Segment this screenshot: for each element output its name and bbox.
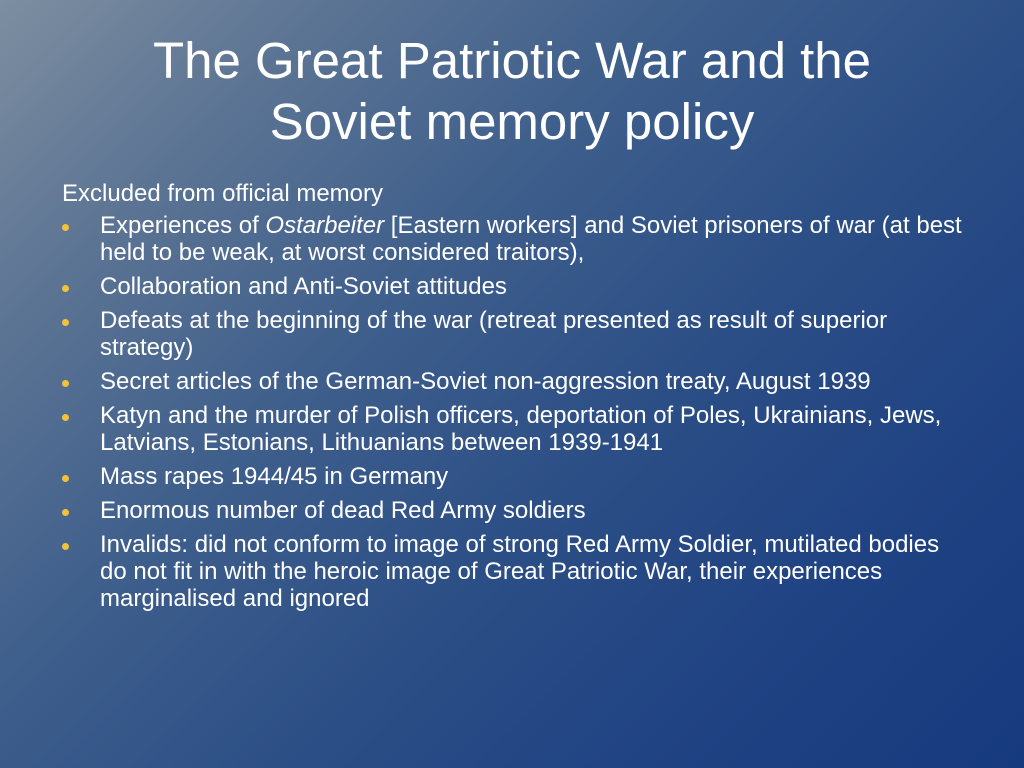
list-item xyxy=(62,531,962,612)
list-item xyxy=(62,212,962,266)
bullet-text: Enormous number of dead Red Army soldiers xyxy=(100,497,586,524)
bullet-list xyxy=(62,212,962,612)
bullet-icon xyxy=(62,509,69,516)
slide-title-line-2: Soviet memory policy xyxy=(269,93,755,150)
list-item xyxy=(62,273,962,300)
bullet-icon xyxy=(62,380,69,387)
bullet-icon xyxy=(62,319,69,326)
bullet-text: Katyn and the murder of Polish officers, deportation of Poles, Ukrainians, Jews, Latvians, Estonians, Lithuanians between 1939-1941 xyxy=(100,402,942,456)
bullet-text: Collaboration and Anti-Soviet attitudes xyxy=(100,273,507,300)
subheading: Excluded from official memory xyxy=(62,180,383,207)
bullet-text: Defeats at the beginning of the war (retreat presented as result of superior strategy) xyxy=(100,307,888,361)
bullet-icon xyxy=(62,475,69,482)
slide-title-line-1: The Great Patriotic War and the xyxy=(152,32,872,89)
bullet-text-italic: Ostarbeiter xyxy=(265,212,385,239)
slide-title xyxy=(0,30,1024,152)
list-item xyxy=(62,402,962,456)
bullet-icon xyxy=(62,543,69,550)
list-item xyxy=(62,368,962,395)
list-item xyxy=(62,307,962,361)
bullet-text: Mass rapes 1944/45 in Germany xyxy=(100,463,449,490)
slide-body xyxy=(62,180,962,619)
bullet-icon xyxy=(62,414,69,421)
bullet-text: Invalids: did not conform to image of strong Red Army Soldier, mutilated bodies do not fit in with the heroic image of Great Patriotic War, their experiences marginalised and ignored xyxy=(100,531,940,612)
bullet-text-part: [Eastern workers] and Soviet prisoners of war (at best held to be weak, at worst considered traitors), xyxy=(100,212,962,266)
bullet-text: Secret articles of the German-Soviet non-aggression treaty, August 1939 xyxy=(100,368,871,395)
bullet-text-part: Experiences of xyxy=(100,212,266,239)
list-item xyxy=(62,497,962,524)
list-item xyxy=(62,463,962,490)
bullet-icon xyxy=(62,224,69,231)
bullet-icon xyxy=(62,285,69,292)
